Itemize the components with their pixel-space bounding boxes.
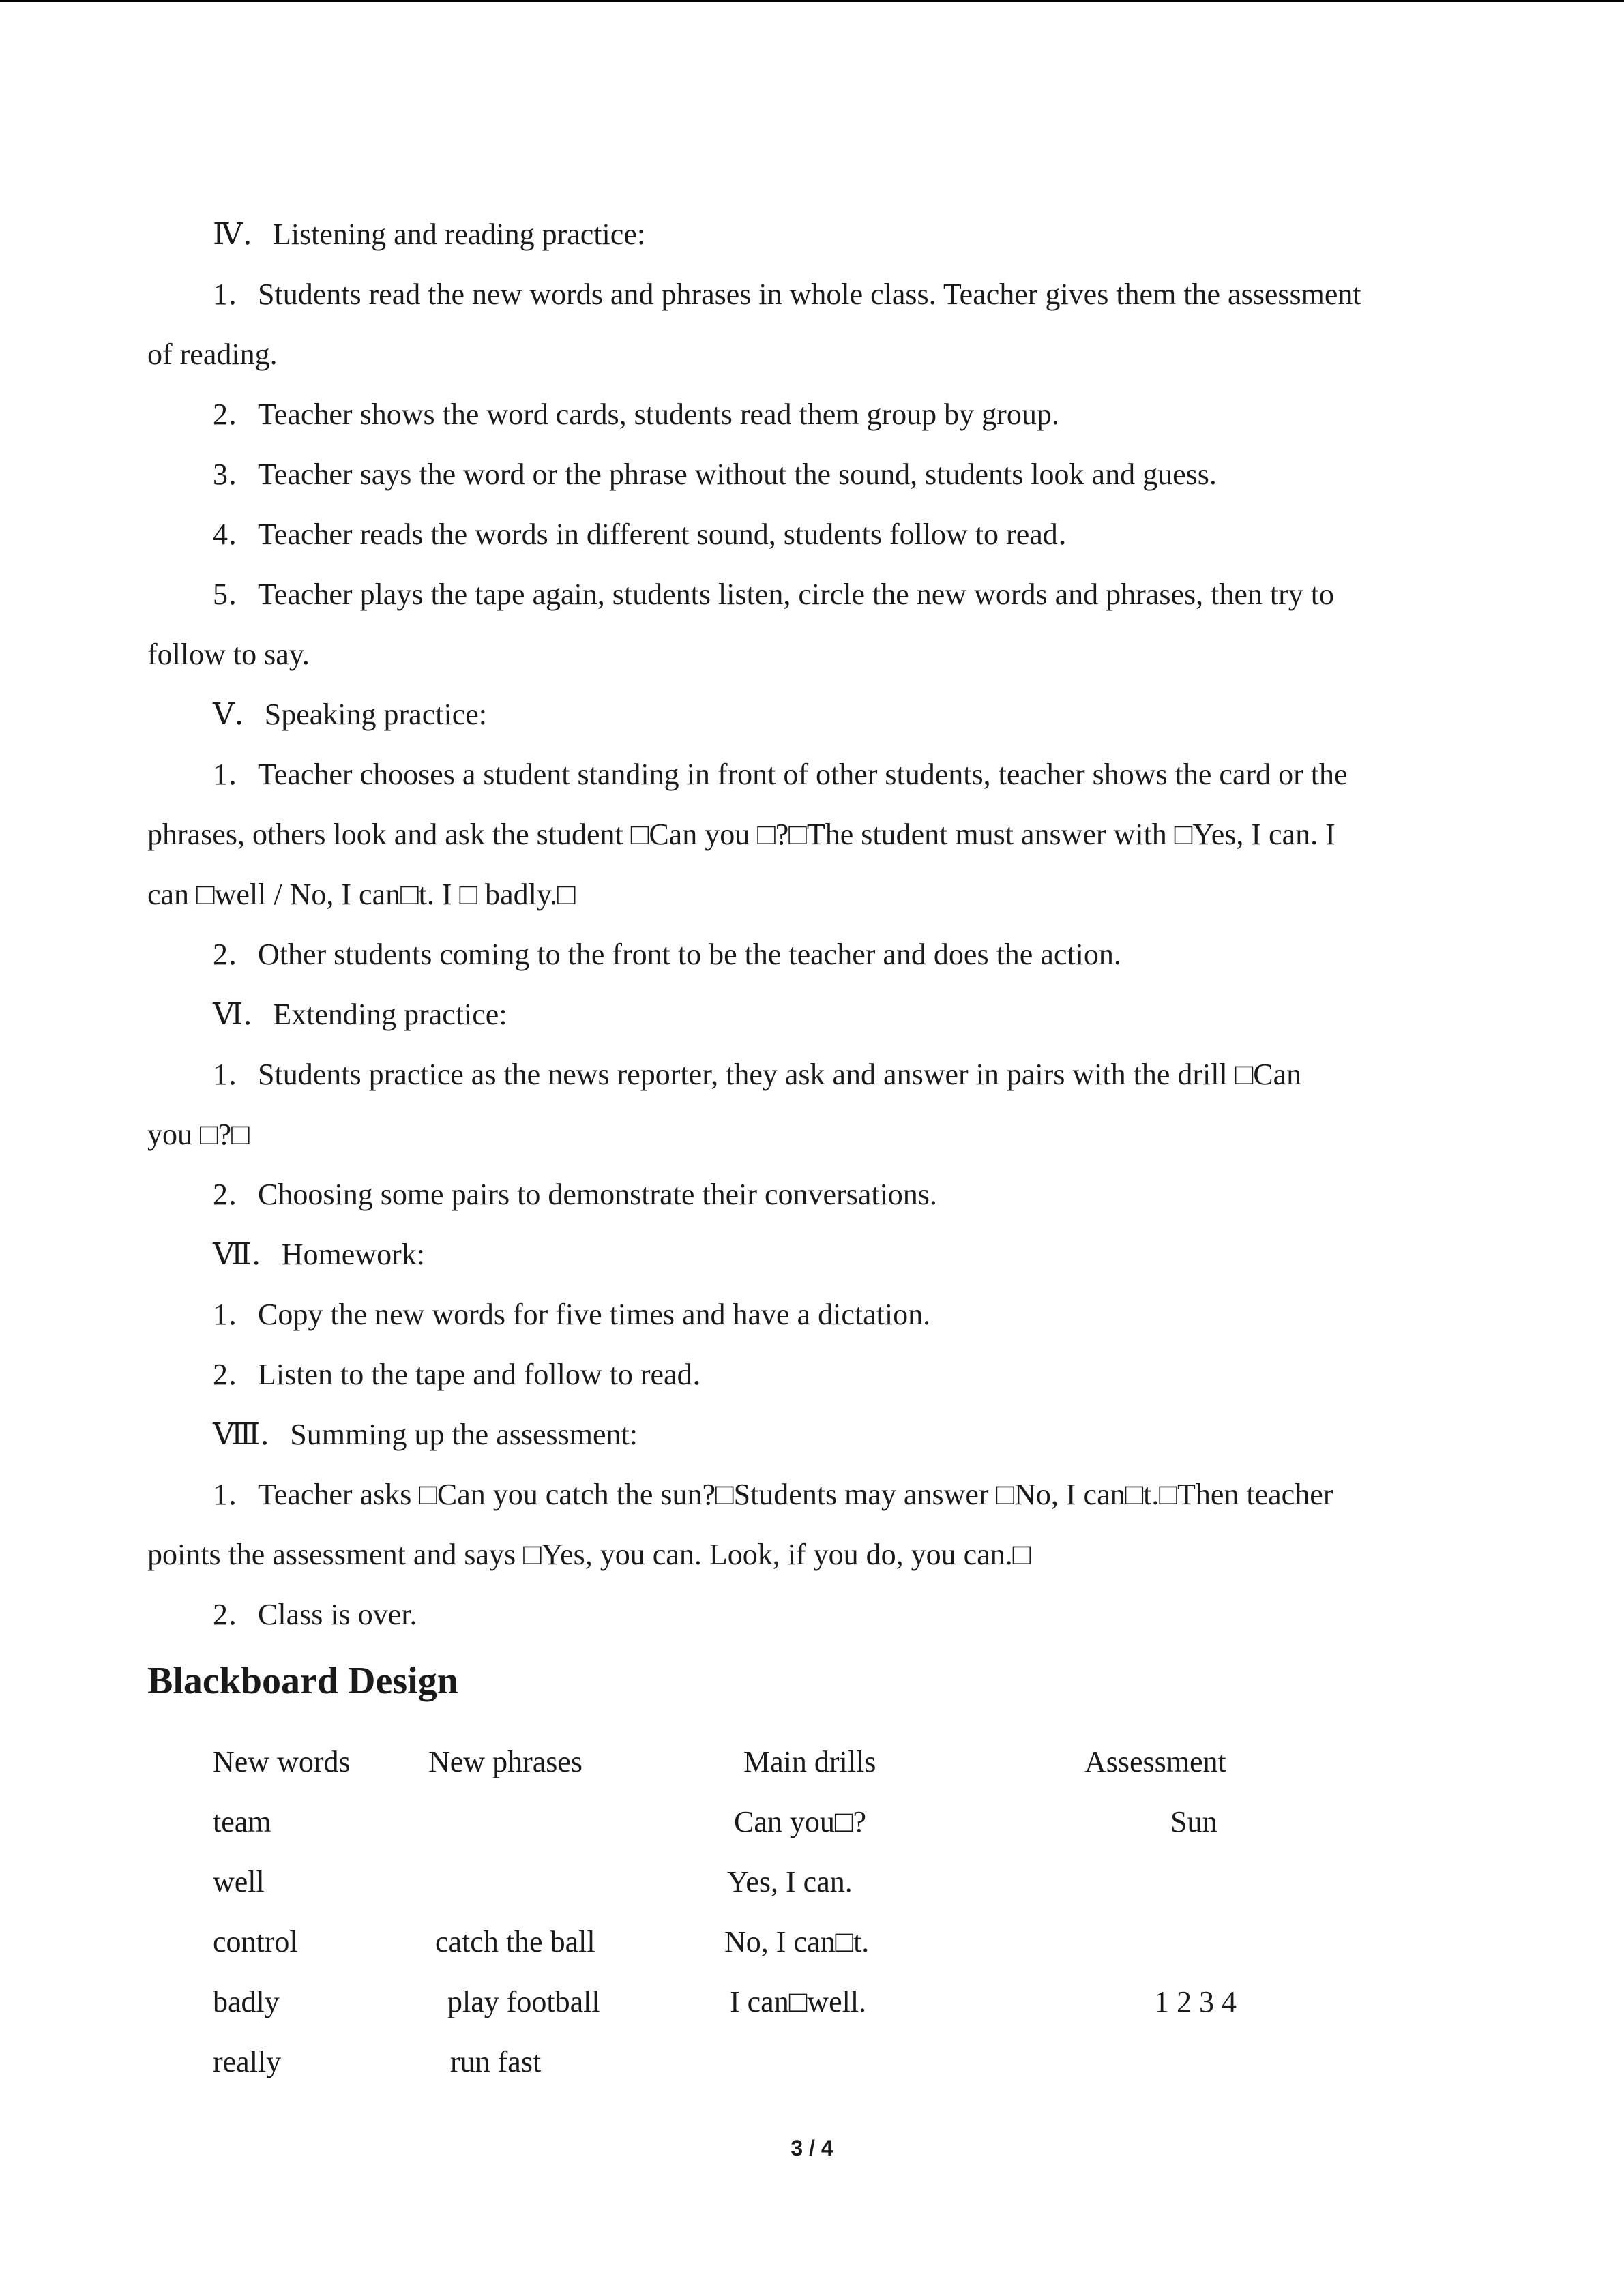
- word-cell: control: [213, 1925, 298, 1958]
- phrase-cell: play football: [447, 1985, 600, 2018]
- blackboard-row: [0, 1912, 1624, 1972]
- word-cell: badly: [213, 1985, 280, 2018]
- column-header-new-phrases: New phrases: [428, 1745, 583, 1778]
- section-heading-summing-up: Ⅷ．Summing up the assessment:: [213, 1418, 638, 1451]
- paragraph-line: 3．Teacher says the word or the phrase without the sound, students look and guess.: [213, 458, 1217, 491]
- blackboard-row: [0, 1792, 1624, 1852]
- blackboard-row: [0, 1852, 1624, 1912]
- section-heading-listening: Ⅳ．Listening and reading practice:: [213, 218, 646, 251]
- paragraph-line: 5．Teacher plays the tape again, students listen, circle the new words and phrases, then try to: [213, 578, 1334, 611]
- paragraph-line: follow to say.: [147, 638, 310, 671]
- column-header-assessment: Assessment: [1084, 1745, 1226, 1778]
- paragraph-line: 1．Copy the new words for five times and have a dictation.: [213, 1298, 931, 1331]
- paragraph-line: phrases, others look and ask the student □Can you □?□The student must answer with □Yes, I can. I: [147, 818, 1335, 851]
- lesson-body: [147, 205, 1477, 1645]
- paragraph-line: of reading.: [147, 338, 278, 371]
- top-border-line: [0, 0, 1624, 2]
- paragraph-line: 2．Listen to the tape and follow to read．: [213, 1358, 722, 1391]
- blackboard-table: [0, 1732, 1624, 2092]
- assessment-cell: Sun: [1170, 1805, 1217, 1838]
- section-heading-homework: Ⅶ．Homework:: [213, 1238, 425, 1271]
- blackboard-row: [0, 2032, 1624, 2092]
- paragraph-line: you □?□: [147, 1118, 250, 1151]
- word-cell: really: [213, 2045, 282, 2078]
- blackboard-header-row: [0, 1732, 1624, 1792]
- word-cell: well: [213, 1865, 265, 1898]
- paragraph-line: 4．Teacher reads the words in different sound, students follow to read．: [213, 518, 1088, 551]
- paragraph-line: points the assessment and says □Yes, you can. Look, if you do, you can.□: [147, 1538, 1031, 1571]
- blackboard-design-heading: Blackboard Design: [147, 1660, 458, 1702]
- blackboard-row: [0, 1972, 1624, 2032]
- section-heading-extending: Ⅵ．Extending practice:: [213, 998, 507, 1031]
- paragraph-line: 2．Class is over.: [213, 1598, 417, 1631]
- phrase-cell: run fast: [450, 2045, 542, 2078]
- paragraph-line: 1．Students read the new words and phrases in whole class. Teacher gives them the assessment: [213, 278, 1361, 311]
- paragraph-line: can □well / No, I can□t. I □ badly.□: [147, 878, 576, 911]
- phrase-cell: catch the ball: [435, 1925, 595, 1958]
- drill-cell: Can you□?: [734, 1805, 866, 1838]
- column-header-main-drills: Main drills: [743, 1745, 876, 1778]
- word-cell: team: [213, 1805, 271, 1838]
- paragraph-line: 1．Teacher asks □Can you catch the sun?□Students may answer □No, I can□t.□Then teacher: [213, 1478, 1333, 1511]
- section-heading-speaking: Ⅴ．Speaking practice:: [213, 698, 487, 731]
- paragraph-line: 1．Teacher chooses a student standing in front of other students, teacher shows the card or the: [213, 758, 1348, 791]
- paragraph-line: 2．Teacher shows the word cards, students read them group by group.: [213, 398, 1059, 431]
- page-number: 3 / 4: [791, 2136, 833, 2160]
- paragraph-line: 2．Other students coming to the front to be the teacher and does the action.: [213, 938, 1121, 971]
- drill-cell: Yes, I can.: [727, 1865, 853, 1898]
- drill-cell: No, I can□t.: [724, 1925, 870, 1958]
- paragraph-line: 1．Students practice as the news reporter, they ask and answer in pairs with the drill □Can: [213, 1058, 1302, 1091]
- drill-cell: I can□well.: [730, 1985, 867, 2018]
- column-header-new-words: New words: [213, 1745, 351, 1778]
- paragraph-line: 2．Choosing some pairs to demonstrate their conversations.: [213, 1178, 937, 1211]
- assessment-cell: 1 2 3 4: [1154, 1985, 1237, 2018]
